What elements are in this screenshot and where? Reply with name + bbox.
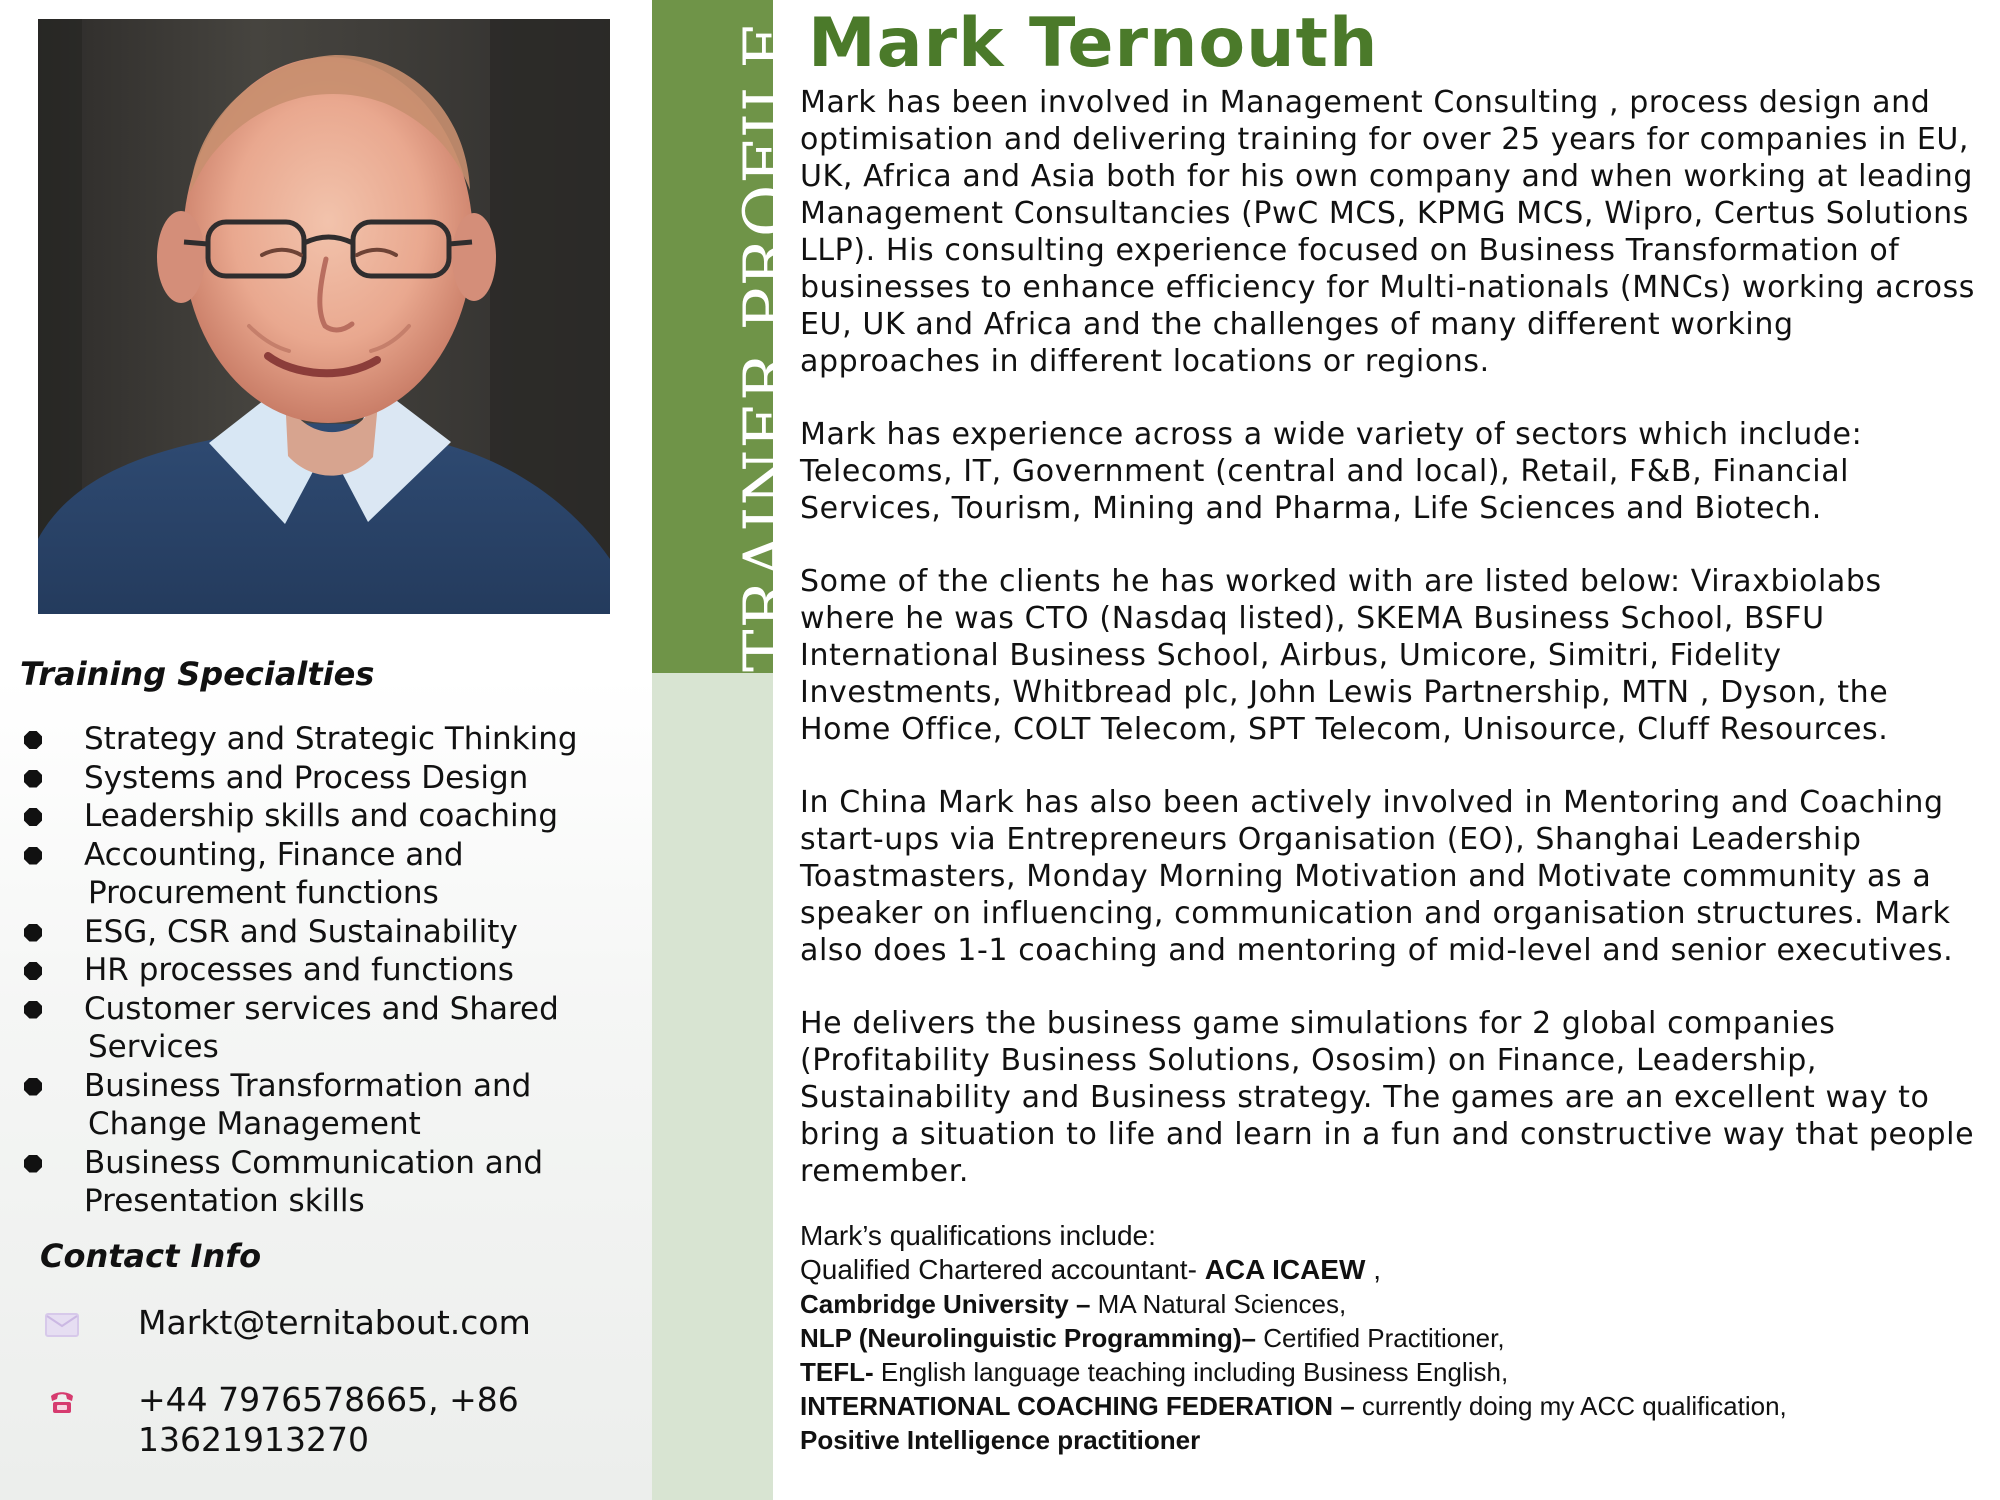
qualification-line: [800, 1321, 1980, 1355]
octagon-bullet-icon: [24, 808, 42, 826]
email-contact-row: [44, 1303, 531, 1343]
qualification-detail: currently doing my ACC qualification,: [1354, 1391, 1787, 1421]
trainer-profile-title: TRAINER PROFILE: [731, 20, 805, 672]
contact-info-heading: Contact Info: [40, 1237, 262, 1275]
specialty-line: HR processes and functions: [84, 952, 514, 988]
specialty-line: Services: [88, 1029, 219, 1065]
qualification-detail: MA Natural Sciences,: [1090, 1289, 1347, 1319]
qualification-title: ACA ICAEW: [1204, 1254, 1366, 1285]
phone-contact-row: [44, 1380, 519, 1460]
trainer-photo: [38, 19, 610, 614]
email-address[interactable]: Markt@ternitabout.com: [138, 1303, 531, 1342]
specialty-line: Procurement functions: [88, 875, 439, 911]
octagon-bullet-icon: [24, 731, 42, 749]
telephone-icon: [44, 1384, 80, 1420]
bio-paragraph: Mark has experience across a wide variety of sectors which include: Telecoms, IT, Government (central and local), Retail, F&B, Financial Services, Tourism, Mining and Pharma, Life Sciences and Biotech.: [800, 417, 1863, 526]
qualification-title: Cambridge University –: [800, 1289, 1091, 1319]
qualification-title: TEFL-: [800, 1357, 874, 1387]
specialty-item: [20, 720, 640, 759]
specialty-line: Leadership skills and coaching: [84, 798, 558, 834]
octagon-bullet-icon: [24, 1001, 42, 1019]
specialty-line: Accounting, Finance and: [84, 836, 464, 873]
phone-numbers: [138, 1380, 519, 1460]
qualification-prefix: Qualified Chartered accountant-: [800, 1254, 1205, 1285]
octagon-bullet-icon: [24, 847, 42, 865]
specialty-line: Business Transformation and: [84, 1067, 532, 1104]
specialty-line: Business Communication and: [84, 1144, 544, 1181]
qualification-detail: Certified Practitioner,: [1256, 1323, 1505, 1353]
bio-paragraph: In China Mark has also been actively involved in Mentoring and Coaching start-ups via Entrepreneurs Organisation (EO), Shanghai Leadership Toastmasters, Monday Morning Motivation and Motivate community as a speaker on influencing, communication and organisation structures. Mark also does 1-1 coaching and mentoring of mid-level and senior executives.: [800, 785, 1954, 968]
specialty-item: [20, 951, 640, 990]
octagon-bullet-icon: [24, 962, 42, 980]
qualification-detail: English language teaching including Business English,: [873, 1357, 1509, 1387]
left-ear: [157, 211, 205, 303]
phone-number-line[interactable]: 13621913270: [138, 1420, 369, 1459]
octagon-bullet-icon: [24, 1155, 42, 1173]
phone-number-line[interactable]: +44 7976578665, +86: [138, 1380, 519, 1419]
bio-paragraph: Some of the clients he has worked with are listed below: Viraxbiolabs where he was CTO (Nasdaq listed), SKEMA Business School, BSFU International Business School, Airbus, Umicore, Simitri, Fidelity Investments, Whitbread plc, John Lewis Partnership, MTN , Dyson, the Home Office, COLT Telecom, SPT Telecom, Unisource, Cluff Resources.: [800, 564, 1889, 747]
training-specialties-heading: Training Specialties: [20, 655, 375, 693]
right-ear: [452, 213, 496, 301]
specialty-line: Customer services and Shared: [84, 990, 559, 1027]
qualification-line: [800, 1253, 1980, 1287]
biography-section: [800, 84, 1980, 1226]
portrait-illustration: [38, 19, 610, 614]
trainer-name: Mark Ternouth: [808, 4, 1379, 83]
qualification-line: [800, 1287, 1980, 1321]
specialty-item: [20, 990, 640, 1067]
left-panel: [0, 0, 652, 1500]
specialty-line: Systems and Process Design: [84, 759, 529, 796]
specialty-item: [20, 1067, 640, 1144]
qualification-line: [800, 1355, 1980, 1389]
bio-paragraph: He delivers the business game simulations for 2 global companies (Profitability Business Solutions, Ososim) on Finance, Leadership, Sustainability and Business strategy. The games are an excellent way to bring a situation to life and learn in a fun and constructive way that people remember.: [800, 1006, 1975, 1189]
qualification-line: [800, 1389, 1980, 1423]
octagon-bullet-icon: [24, 924, 42, 942]
qualification-title: NLP (Neurolinguistic Programming)–: [800, 1323, 1257, 1353]
specialty-line: Change Management: [88, 1106, 421, 1142]
specialty-item: [20, 836, 640, 913]
main-profile-content: [800, 0, 1980, 1500]
qualification-title: Positive Intelligence practitioner: [800, 1425, 1201, 1455]
qualifications-section: [800, 1219, 1980, 1457]
envelope-icon: [44, 1307, 80, 1343]
specialty-line: Strategy and Strategic Thinking: [84, 721, 578, 757]
specialty-line: Presentation skills: [84, 1183, 365, 1219]
specialty-item: [20, 797, 640, 836]
octagon-bullet-icon: [24, 1078, 42, 1096]
qualification-detail: ,: [1365, 1254, 1381, 1285]
band-bottom-color: [652, 673, 773, 1500]
octagon-bullet-icon: [24, 770, 42, 788]
specialty-item: [20, 1144, 640, 1221]
specialty-line: ESG, CSR and Sustainability: [84, 913, 518, 950]
specialty-item: [20, 759, 640, 798]
qualifications-intro: Mark’s qualifications include:: [800, 1220, 1156, 1251]
bio-paragraph: Mark has been involved in Management Consulting , process design and optimisation and delivering training for over 25 years for companies in EU, UK, Africa and Asia both for his own company and when working at leading Management Consultancies (PwC MCS, KPMG MCS, Wipro, Certus Solutions LLP). His consulting experience focused on Business Transformation of businesses to enhance efficiency for Multi-nationals (MNCs) working across EU, UK and Africa and the challenges of many different working approaches in different locations or regions.: [800, 85, 1976, 379]
specialty-item: [20, 913, 640, 952]
training-specialties-list: [20, 720, 640, 1221]
qualification-line: [800, 1423, 1980, 1457]
qualification-title: INTERNATIONAL COACHING FEDERATION –: [800, 1391, 1355, 1421]
trainer-profile-band: [652, 0, 805, 1500]
